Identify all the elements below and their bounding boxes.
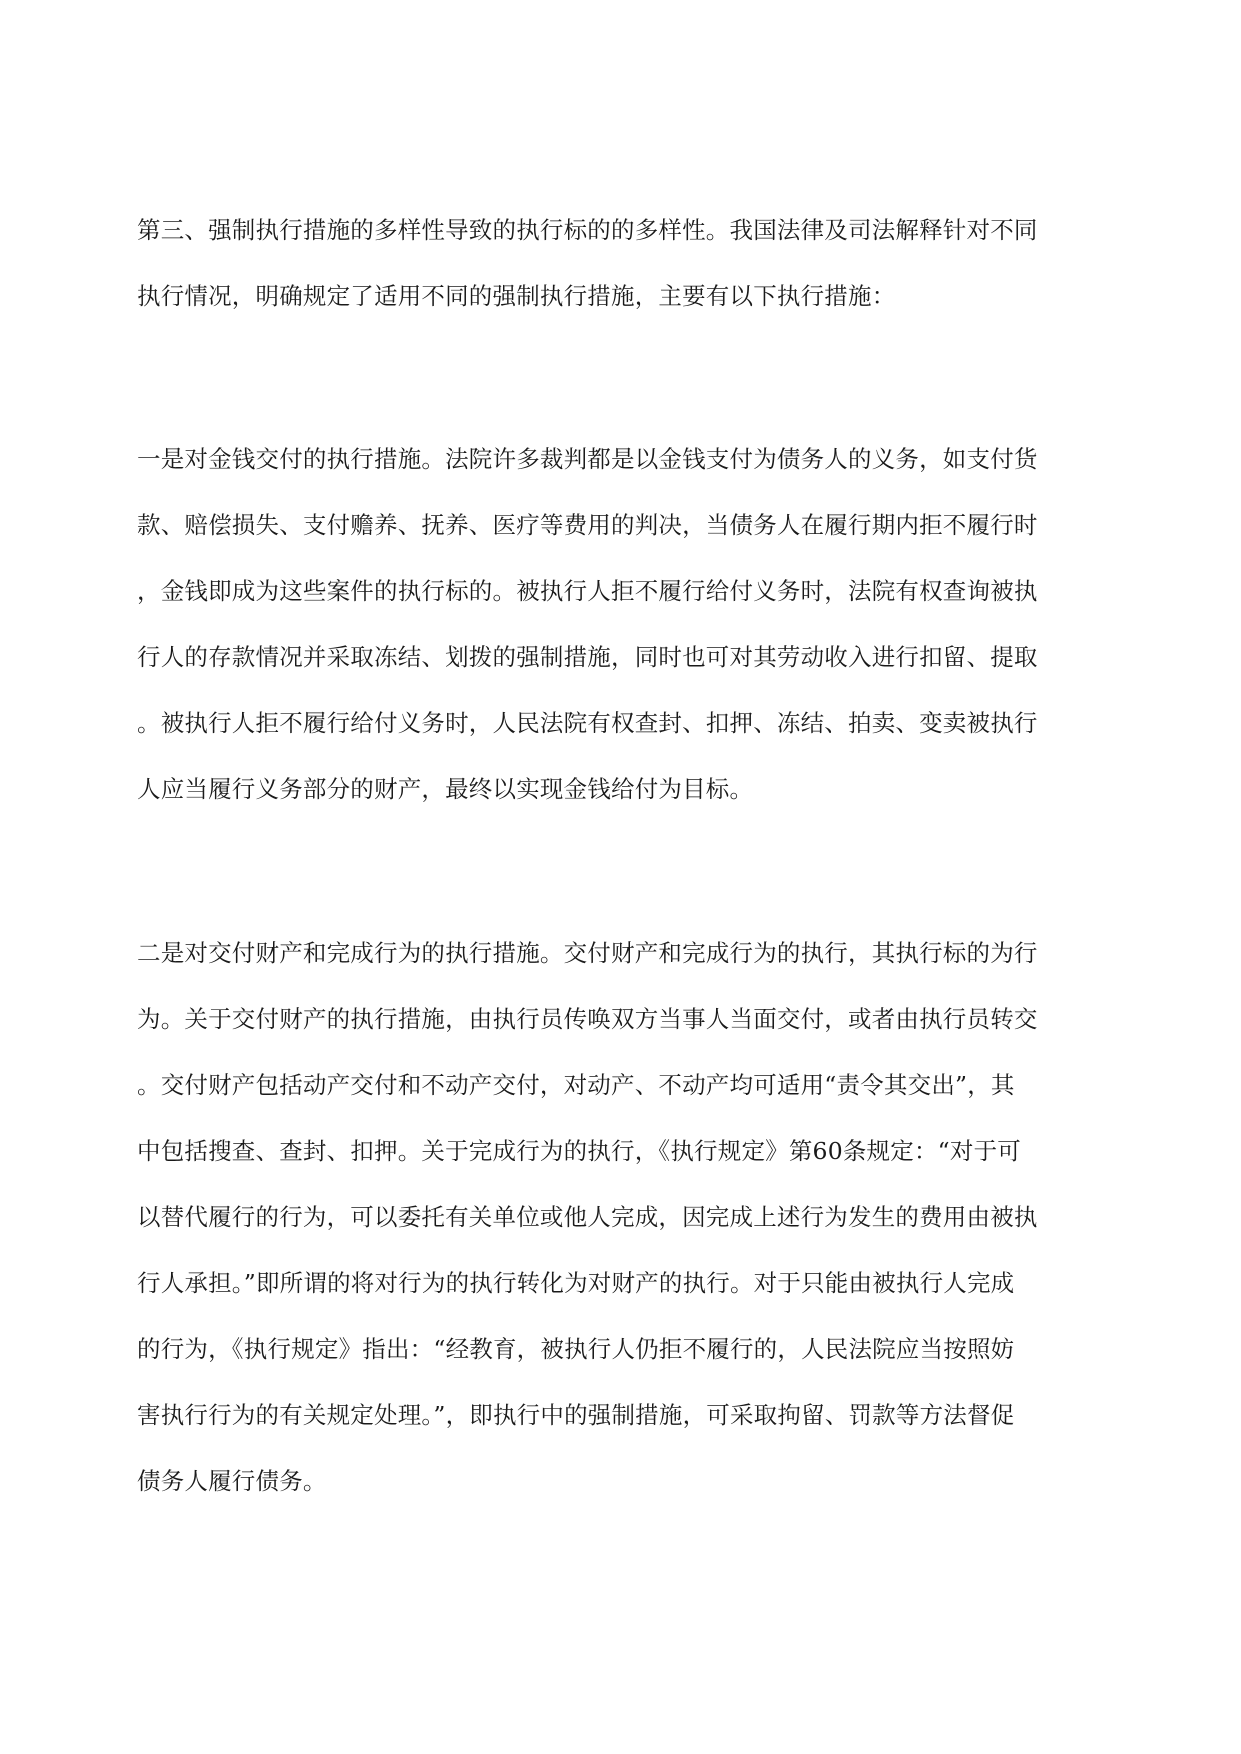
paragraph-money-enforcement: [137, 426, 1092, 822]
paragraph-line: 债务人履行债务。: [137, 1467, 327, 1495]
paragraph-line: 。被执行人拒不履行给付义务时，人民法院有权查封、扣押、冻结、拍卖、变卖被执行: [137, 709, 1038, 737]
paragraph-enforcement-diversity: [137, 197, 1092, 329]
paragraph-line: 二是对交付财产和完成行为的执行措施。交付财产和完成行为的执行，其执行标的为行: [137, 939, 1038, 967]
paragraph-line: 款、赔偿损失、支付赡养、抚养、医疗等费用的判决，当债务人在履行期内拒不履行时: [137, 511, 1038, 539]
paragraph-line: 中包括搜查、查封、扣押。关于完成行为的执行，《执行规定》第60条规定：“对于可: [137, 1137, 1021, 1165]
paragraph-line: 一是对金钱交付的执行措施。法院许多裁判都是以金钱支付为债务人的义务，如支付货: [137, 445, 1038, 473]
paragraph-line: 为。关于交付财产的执行措施，由执行员传唤双方当事人当面交付，或者由执行员转交: [137, 1005, 1038, 1033]
paragraph-line: 行人承担。”即所谓的将对行为的执行转化为对财产的执行。对于只能由被执行人完成: [137, 1269, 1015, 1297]
paragraph-line: ，金钱即成为这些案件的执行标的。被执行人拒不履行给付义务时，法院有权查询被执: [137, 577, 1038, 605]
paragraph-line: 执行情况，明确规定了适用不同的强制执行措施，主要有以下执行措施：: [137, 282, 896, 310]
paragraph-line: 害执行行为的有关规定处理。”，即执行中的强制措施，可采取拘留、罚款等方法督促: [137, 1401, 1015, 1429]
paragraph-line: 以替代履行的行为，可以委托有关单位或他人完成，因完成上述行为发生的费用由被执: [137, 1203, 1038, 1231]
paragraph-line: 行人的存款情况并采取冻结、划拨的强制措施，同时也可对其劳动收入进行扣留、提取: [137, 643, 1038, 671]
paragraph-property-and-action-enforcement: [137, 920, 1092, 1514]
paragraph-line: 第三、强制执行措施的多样性导致的执行标的的多样性。我国法律及司法解释针对不同: [137, 216, 1038, 244]
paragraph-line: 人应当履行义务部分的财产，最终以实现金钱给付为目标。: [137, 775, 754, 803]
paragraph-line: 。交付财产包括动产交付和不动产交付，对动产、不动产均可适用“责令其交出”，其: [137, 1071, 1015, 1099]
paragraph-line: 的行为，《执行规定》指出：“经教育，被执行人仍拒不履行的，人民法院应当按照妨: [137, 1335, 1015, 1363]
